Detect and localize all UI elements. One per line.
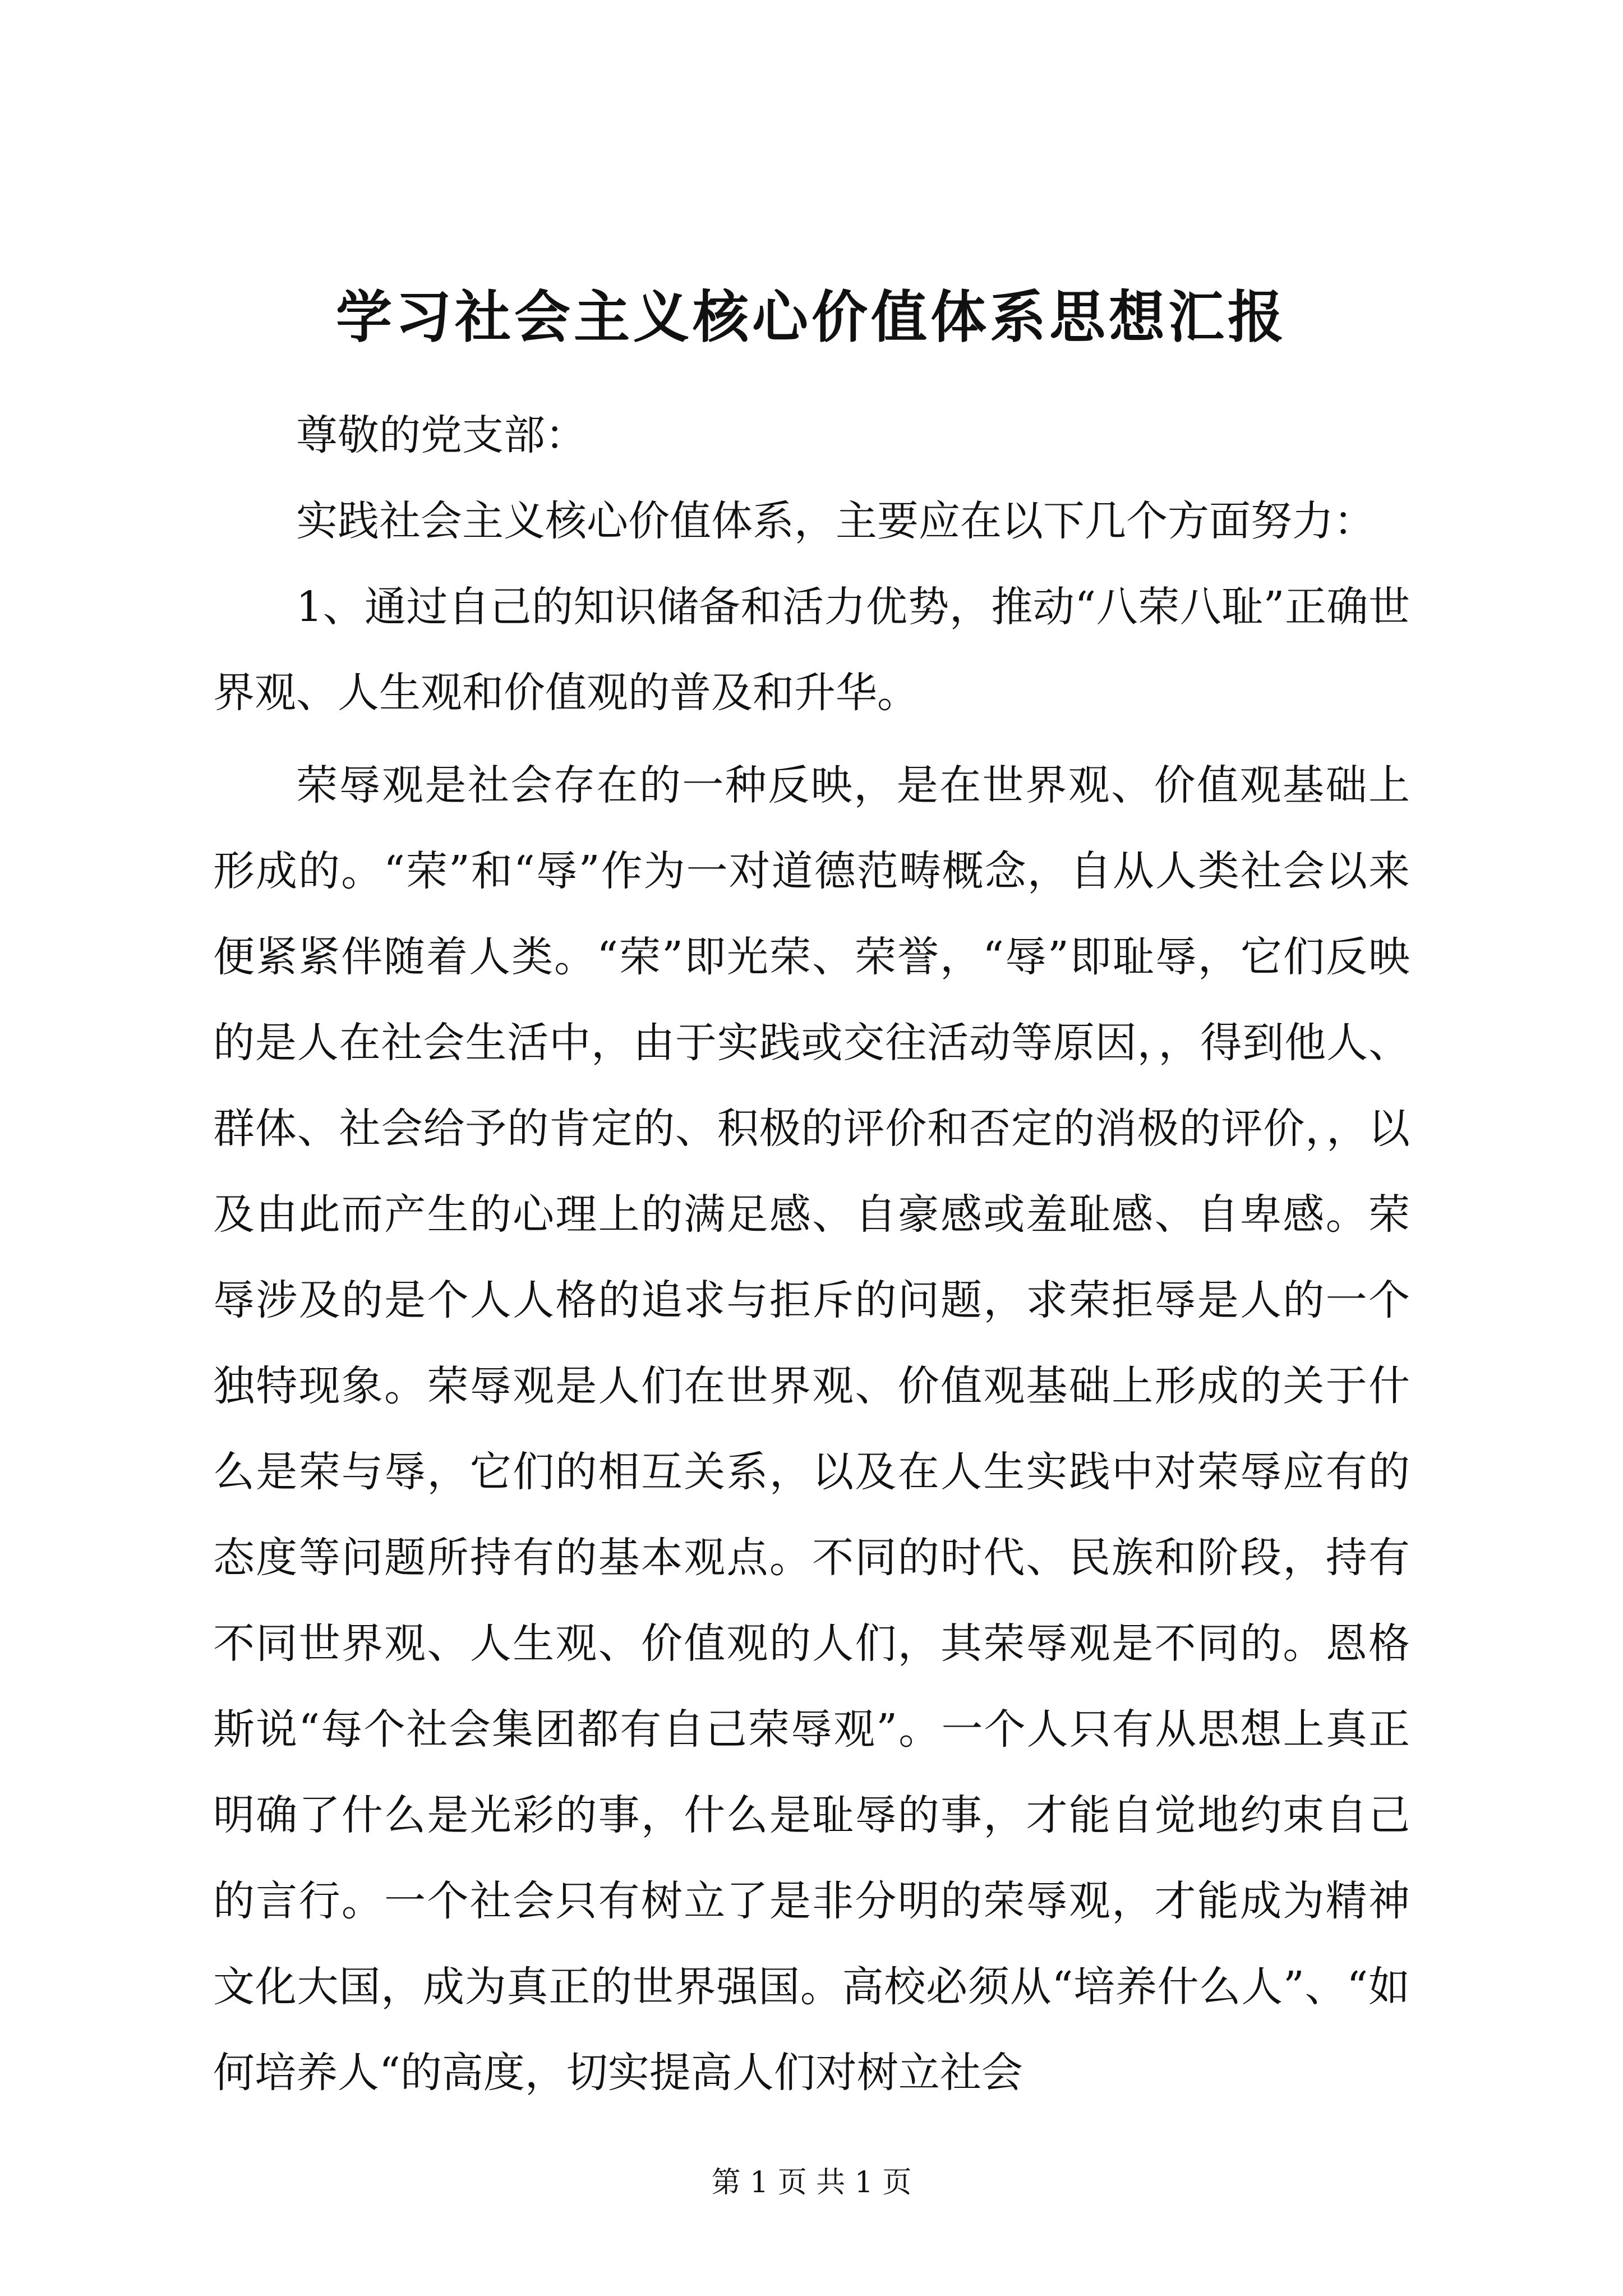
- paragraph-honor-disgrace: 荣辱观是社会存在的一种反映，是在世界观、价值观基础上形成的。“荣”和“辱”作为一对道德范畴概念，自从人类社会以来便紧紧伴随着人类。“荣”即光荣、荣誉，“辱”即耻辱，它们反映的是人在社会生活中，由于实践或交往活动等原因，，得到他人、群体、社会给予的肯定的、积极的评价和否定的消极的评价，，以及由此而产生的心理上的满足感、自豪感或羞耻感、自卑感。荣辱涉及的是个人人格的追求与拒斥的问题，求荣拒辱是人的一个独特现象。荣辱观是人们在世界观、价值观基础上形成的关于什么是荣与辱，它们的相互关系，以及在人生实践中对荣辱应有的态度等问题所持有的基本观点。不同的时代、民族和阶段，持有不同世界观、人生观、价值观的人们，其荣辱观是不同的。恩格斯说“每个社会集团都有自己荣辱观”。一个人只有从思想上真正明确了什么是光彩的事，什么是耻辱的事，才能自觉地约束自己的言行。一个社会只有树立了是非分明的荣辱观，才能成为精神文化大国，成为真正的世界强国。高校必须从“培养什么人”、“如何培养人“的高度，切实提高人们对树立社会: [213, 761, 1410, 2097]
- page-footer: 第 1 页 共 1 页: [711, 2166, 912, 2200]
- salutation: 尊敬的党支部：: [296, 411, 587, 459]
- document-body: [213, 393, 1410, 2116]
- paragraph-point-1: 1、通过自己的知识储备和活力优势，推动“八荣八耻”正确世界观、人生观和价值观的普及和升华。: [213, 583, 1410, 717]
- paragraph-intro: 实践社会主义核心价值体系，主要应在以下几个方面努力：: [296, 497, 1375, 545]
- document-title: 学习社会主义核心价值体系思想汇报: [336, 284, 1287, 350]
